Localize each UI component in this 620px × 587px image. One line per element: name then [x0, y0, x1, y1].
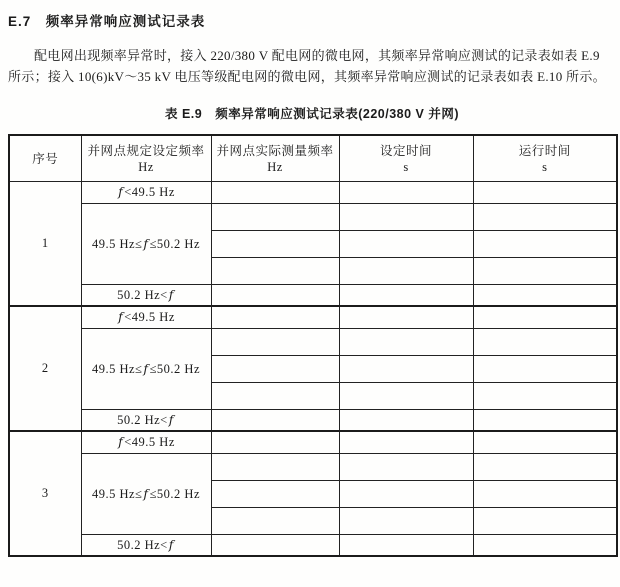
col-header-run-time	[473, 135, 617, 181]
header-row	[9, 135, 617, 181]
col-header-unit: s	[403, 160, 409, 175]
section-heading: E.7 频率异常响应测试记录表	[8, 14, 206, 29]
col-header-set-time	[339, 135, 473, 181]
set-time-cell	[339, 257, 473, 284]
run-time-cell	[473, 284, 617, 306]
set-time-cell	[339, 409, 473, 431]
table-row	[9, 534, 617, 556]
set-time-cell	[339, 431, 473, 453]
measured-frequency-cell	[211, 355, 339, 382]
table-row	[9, 409, 617, 431]
measured-frequency-cell	[211, 257, 339, 284]
measured-frequency-cell	[211, 306, 339, 328]
run-time-cell	[473, 230, 617, 257]
set-time-cell	[339, 534, 473, 556]
condition-cell-low: f<49.5 Hz	[81, 306, 211, 328]
set-time-cell	[339, 355, 473, 382]
set-time-cell	[339, 230, 473, 257]
col-header-title: 并网点规定设定频率	[87, 144, 205, 159]
condition-cell-high: 50.2 Hz<f	[81, 534, 211, 556]
col-header-title: 并网点实际测量频率	[216, 144, 334, 159]
paragraph-line-2: 所示；接入 10(6)kV～35 kV 电压等级配电网的微电网，其频率异常响应测试的记录表如表 E.10 所示。	[8, 69, 606, 84]
table-caption: 表 E.9 频率异常响应测试记录表(220/380 V 并网)	[164, 107, 460, 121]
frequency-variable: f	[143, 360, 149, 376]
run-time-cell	[473, 355, 617, 382]
seq-cell: 2	[9, 306, 81, 431]
frequency-variable: f	[118, 309, 124, 325]
run-time-cell	[473, 480, 617, 507]
col-header-unit: Hz	[267, 160, 283, 175]
measured-frequency-cell	[211, 284, 339, 306]
frequency-variable: f	[143, 485, 149, 501]
run-time-cell	[473, 453, 617, 480]
condition-cell-low: f<49.5 Hz	[81, 431, 211, 453]
frequency-variable: f	[168, 411, 174, 427]
measured-frequency-cell	[211, 203, 339, 230]
run-time-cell	[473, 409, 617, 431]
table-header	[9, 135, 617, 181]
table-row	[9, 328, 617, 355]
frequency-variable: f	[168, 536, 174, 552]
table-row	[9, 453, 617, 480]
run-time-cell	[473, 203, 617, 230]
col-header-measured-frequency	[211, 135, 339, 181]
measured-frequency-cell	[211, 480, 339, 507]
condition-cell-high: 50.2 Hz<f	[81, 409, 211, 431]
col-header-seq: 序号	[9, 135, 81, 181]
table-row	[9, 431, 617, 453]
group-3	[9, 431, 617, 556]
set-time-cell	[339, 453, 473, 480]
measured-frequency-cell	[211, 382, 339, 409]
condition-cell-high: 50.2 Hz<f	[81, 284, 211, 306]
run-time-cell	[473, 328, 617, 355]
set-time-cell	[339, 507, 473, 534]
measured-frequency-cell	[211, 409, 339, 431]
frequency-variable: f	[143, 235, 149, 251]
set-time-cell	[339, 480, 473, 507]
set-time-cell	[339, 181, 473, 203]
set-time-cell	[339, 382, 473, 409]
run-time-cell	[473, 181, 617, 203]
run-time-cell	[473, 507, 617, 534]
body-paragraph	[8, 45, 614, 87]
table-row	[9, 306, 617, 328]
condition-cell-low: f<49.5 Hz	[81, 181, 211, 203]
col-header-specified-frequency	[81, 135, 211, 181]
col-header-title: 运行时间	[518, 144, 571, 159]
run-time-cell	[473, 257, 617, 284]
run-time-cell	[473, 382, 617, 409]
table-row	[9, 284, 617, 306]
col-header-unit: Hz	[138, 160, 154, 175]
col-header-unit: s	[542, 160, 548, 175]
group-1	[9, 181, 617, 306]
run-time-cell	[473, 306, 617, 328]
frequency-response-record-table	[8, 134, 618, 557]
run-time-cell	[473, 534, 617, 556]
measured-frequency-cell	[211, 431, 339, 453]
group-2	[9, 306, 617, 431]
condition-cell-mid: 49.5 Hz≤f≤50.2 Hz	[81, 203, 211, 284]
measured-frequency-cell	[211, 328, 339, 355]
set-time-cell	[339, 284, 473, 306]
measured-frequency-cell	[211, 534, 339, 556]
measured-frequency-cell	[211, 181, 339, 203]
frequency-variable: f	[118, 184, 124, 199]
set-time-cell	[339, 306, 473, 328]
set-time-cell	[339, 203, 473, 230]
col-header-title: 设定时间	[379, 144, 432, 159]
measured-frequency-cell	[211, 230, 339, 257]
seq-cell: 1	[9, 181, 81, 306]
measured-frequency-cell	[211, 507, 339, 534]
table-row	[9, 203, 617, 230]
measured-frequency-cell	[211, 453, 339, 480]
frequency-variable: f	[118, 434, 124, 450]
condition-cell-mid: 49.5 Hz≤f≤50.2 Hz	[81, 453, 211, 534]
seq-cell: 3	[9, 431, 81, 556]
run-time-cell	[473, 431, 617, 453]
table-row	[9, 181, 617, 203]
frequency-variable: f	[168, 286, 174, 302]
set-time-cell	[339, 328, 473, 355]
paragraph-line-1: 配电网出现频率异常时，接入 220/380 V 配电网的微电网，其频率异常响应测试的记录表如表 E.9	[34, 48, 600, 63]
condition-cell-mid: 49.5 Hz≤f≤50.2 Hz	[81, 328, 211, 409]
